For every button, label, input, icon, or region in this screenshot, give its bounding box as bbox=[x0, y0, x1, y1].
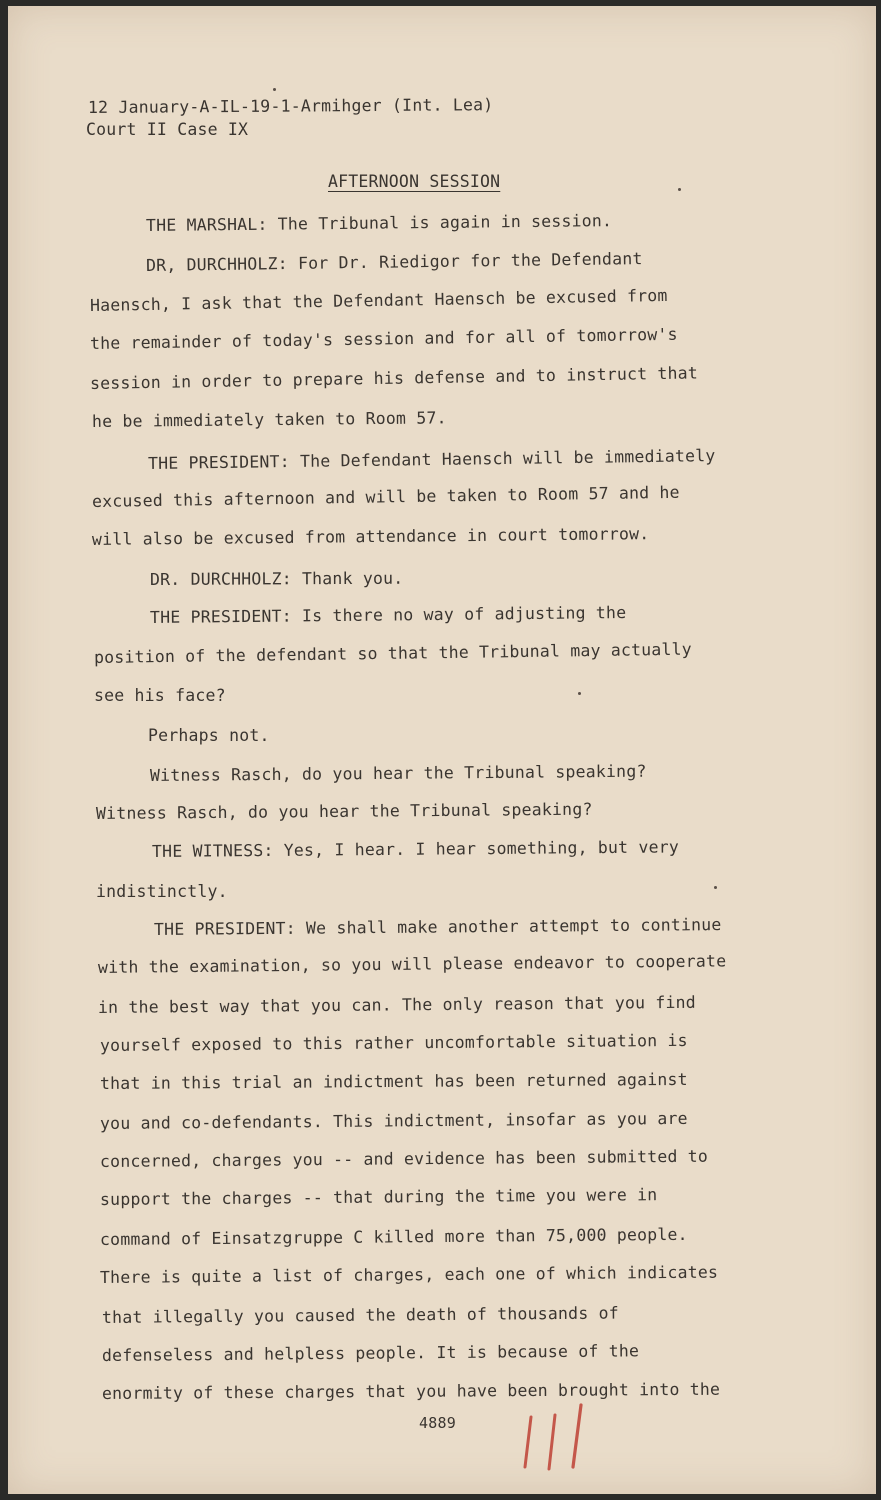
transcript-line: that illegally you caused the death of thousands of bbox=[101, 1303, 619, 1327]
ink-speck bbox=[678, 188, 681, 191]
transcript-line: enormity of these charges that you have been brought into the bbox=[101, 1379, 721, 1403]
transcript-line: Witness Rasch, do you hear the Tribunal speaking? bbox=[149, 761, 647, 785]
transcript-line: THE WITNESS: Yes, I hear. I hear something, but very bbox=[151, 837, 680, 861]
transcript-line: concerned, charges you -- and evidence has been submitted to bbox=[99, 1146, 709, 1171]
transcript-line: indistinctly. bbox=[96, 882, 228, 901]
ink-speck bbox=[714, 886, 717, 889]
transcript-line: command of Einsatzgruppe C killed more than 75,000 people. bbox=[99, 1224, 688, 1249]
transcript-line: DR, DURCHHOLZ: For Dr. Riedigor for the Defendant bbox=[145, 249, 643, 275]
ink-speck bbox=[273, 88, 276, 91]
transcript-line: yourself exposed to this rather uncomfortable situation is bbox=[99, 1030, 688, 1055]
header-line-2: Court II Case IX bbox=[86, 120, 249, 139]
transcript-line: in the best way that you can. The only reason that you find bbox=[97, 992, 696, 1017]
transcript-line: he be immediately taken to Room 57. bbox=[91, 408, 447, 431]
transcript-line: THE MARSHAL: The Tribunal is again in session. bbox=[145, 211, 613, 235]
transcript-line: DR. DURCHHOLZ: Thank you. bbox=[149, 568, 404, 589]
transcript-line: excused this afternoon and will be taken to Room 57 and he bbox=[91, 482, 680, 511]
transcript-line: session in order to prepare his defense and to instruct that bbox=[89, 363, 699, 393]
transcript-line: see his face? bbox=[94, 686, 226, 705]
transcript-line: will also be excused from attendance in court tomorrow. bbox=[91, 524, 650, 549]
transcript-line: that in this trial an indictment has been returned against bbox=[99, 1069, 688, 1093]
transcript-line: Perhaps not. bbox=[148, 726, 270, 745]
document-page bbox=[8, 6, 876, 1494]
transcript-line: Witness Rasch, do you hear the Tribunal speaking? bbox=[95, 799, 593, 823]
header-line-1: 12 January-A-IL-19-1-Armihger (Int. Lea) bbox=[87, 95, 494, 117]
transcript-line: Haensch, I ask that the Defendant Haensch be excused from bbox=[89, 285, 668, 315]
transcript-line: support the charges -- that during the time you were in bbox=[99, 1185, 658, 1209]
transcript-line: position of the defendant so that the Tribunal may actually bbox=[93, 639, 692, 667]
transcript-line: THE PRESIDENT: Is there no way of adjusting the bbox=[149, 603, 627, 627]
transcript-line: There is quite a list of charges, each one of which indicates bbox=[99, 1262, 719, 1287]
page-number: 4889 bbox=[419, 1414, 456, 1432]
transcript-line: THE PRESIDENT: We shall make another attempt to continue bbox=[153, 915, 722, 939]
section-title: AFTERNOON SESSION bbox=[328, 172, 501, 191]
transcript-line: defenseless and helpless people. It is because of the bbox=[101, 1341, 640, 1365]
transcript-line: with the examination, so you will please endeavor to cooperate bbox=[97, 951, 727, 977]
ink-speck bbox=[578, 692, 581, 695]
handwritten-mark bbox=[513, 1399, 603, 1479]
transcript-line: THE PRESIDENT: The Defendant Haensch will be immediately bbox=[147, 446, 716, 473]
transcript-line: you and co-defendants. This indictment, insofar as you are bbox=[99, 1108, 688, 1133]
transcript-line: the remainder of today's session and for all of tomorrow's bbox=[89, 324, 678, 353]
